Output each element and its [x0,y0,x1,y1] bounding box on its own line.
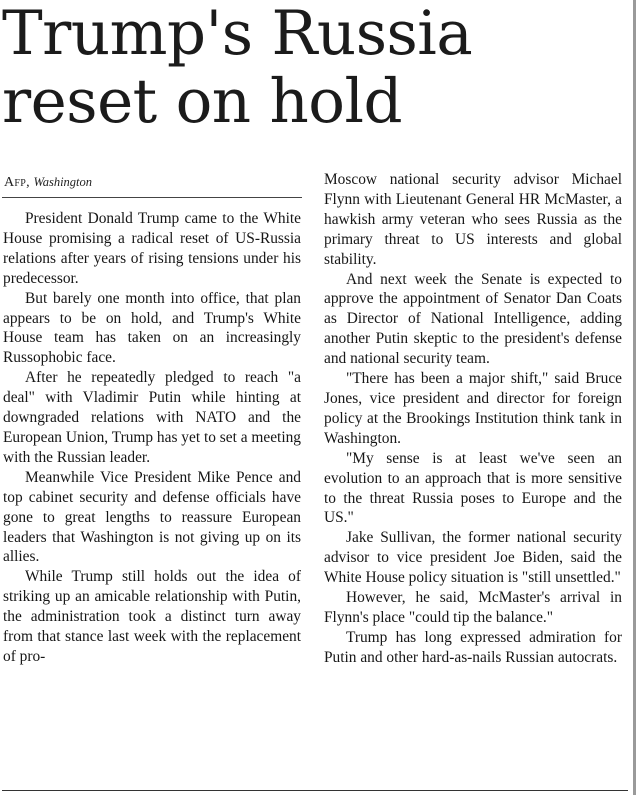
article-paragraph: "My sense is at least we've seen an evolution to an approach that is more sensitive to the threat Russia poses to Europe and the US." [324,449,622,527]
article-column-right [324,170,622,668]
article-paragraph-continued: Moscow national security advisor Michael Flynn with Lieutenant General HR McMaster, a hawkish army veteran who sees Russia as the primary threat to US interests and global stability. [324,171,622,268]
article-paragraph: "There has been a major shift," said Bruce Jones, vice president and director for foreign policy at the Brookings Institution think tank in Washington. [324,370,622,447]
bottom-divider [2,790,628,791]
article-paragraph: And next week the Senate is expected to approve the appointment of Senator Dan Coats as Director of National Intelligence, adding another Putin skeptic to the president's defense and national security team. [324,270,622,368]
byline-agency: Afp, [4,175,30,190]
article-paragraph: However, he said, McMaster's arrival in Flynn's place "could tip the balance." [324,589,622,626]
headline-line-2: reset on hold [2,66,403,137]
headline-line-1: Trump's Russia [2,0,473,69]
article-paragraph: Jake Sullivan, the former national security advisor to vice president Joe Biden, said the White House policy situation is "still unsettled." [324,529,622,587]
article-paragraph: Trump has long expressed admiration for Putin and other hard-as-nails Russian autocrats. [324,628,622,666]
article-paragraph: While Trump still holds out the idea of striking up an amicable relationship with Putin, the administration took a distinct turn away from that stance last week with the replacement of pro- [3,568,301,665]
byline [4,174,92,191]
article-paragraph: But barely one month into office, that plan appears to be on hold, and Trump's White House team has taken on an increasingly Russophobic face. [3,289,301,367]
byline-location: Washington [33,175,93,189]
article-paragraph: After he repeatedly pledged to reach "a deal" with Vladimir Putin while hinting at downgraded relations with NATO and the European Union, Trump has yet to set a meeting with the Russian leader. [3,369,301,466]
article-paragraph: Meanwhile Vice President Mike Pence and top cabinet security and defense officials have gone to great lengths to reassure European leaders that Washington is not giving up on its allies. [3,468,301,566]
article-paragraph: President Donald Trump came to the White House promising a radical reset of US-Russia relations after years of rising tensions under his predecessor. [3,210,301,287]
article-column-left [3,209,301,667]
headline [2,0,472,136]
byline-divider [2,197,302,198]
